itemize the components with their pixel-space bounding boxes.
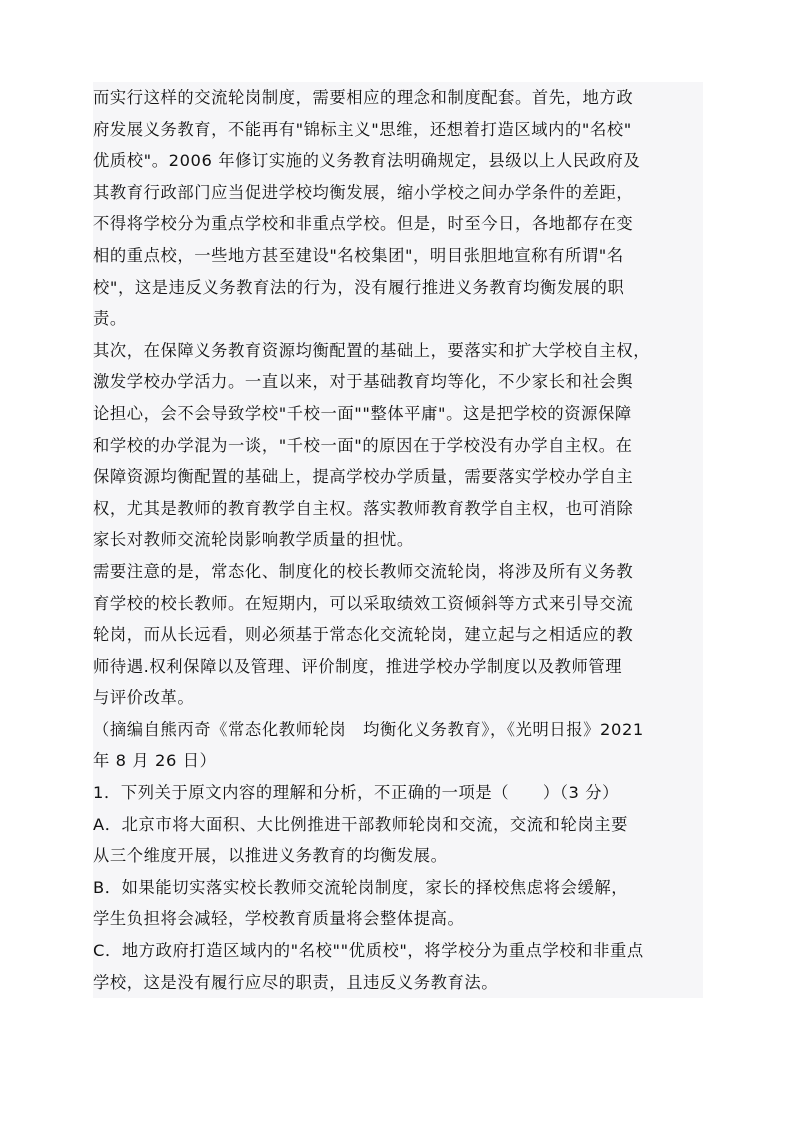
text-line: 不得将学校分为重点学校和非重点学校。但是，时至今日，各地都存在变 xyxy=(93,208,703,240)
text-line: 轮岗，而从长远看，则必须基于常态化交流轮岗，建立起与之相适应的教 xyxy=(93,619,703,651)
text-line: 家长对教师交流轮岗影响教学质量的担忧。 xyxy=(93,524,703,556)
option-b xyxy=(93,872,703,935)
text-line: 相的重点校，一些地方甚至建设"名校集团"，明目张胆地宣称有所谓"名 xyxy=(93,240,703,272)
text-line: 与评价改革。 xyxy=(93,682,703,714)
text-line: C．地方政府打造区域内的"名校""优质校"，将学校分为重点学校和非重点 xyxy=(93,935,703,967)
text-line: 需要注意的是，常态化、制度化的校长教师交流轮岗，将涉及所有义务教 xyxy=(93,556,703,588)
option-a xyxy=(93,809,703,872)
source-citation xyxy=(93,714,703,777)
text-line: 学校，这是没有履行应尽的职责，且违反义务教育法。 xyxy=(93,967,703,999)
text-line: 育学校的校长教师。在短期内，可以采取绩效工资倾斜等方式来引导交流 xyxy=(93,588,703,620)
text-line: 师待遇.权利保障以及管理、评价制度，推进学校办学制度以及教师管理 xyxy=(93,651,703,683)
text-line: 优质校"。2006 年修订实施的义务教育法明确规定，县级以上人民政府及 xyxy=(93,145,703,177)
text-line: 其教育行政部门应当促进学校均衡发展，缩小学校之间办学条件的差距， xyxy=(93,177,703,209)
text-line: 和学校的办学混为一谈，"千校一面"的原因在于学校没有办学自主权。在 xyxy=(93,430,703,462)
text-line: 论担心，会不会导致学校"千校一面""整体平庸"。这是把学校的资源保障 xyxy=(93,398,703,430)
text-line: 责。 xyxy=(93,303,703,335)
question-1 xyxy=(93,777,703,809)
paragraph-2 xyxy=(93,335,703,556)
text-line: 年 8 月 26 日） xyxy=(93,745,703,777)
text-line: 校"，这是违反义务教育法的行为，没有履行推进义务教育均衡发展的职 xyxy=(93,272,703,304)
option-c xyxy=(93,935,703,998)
text-line: 而实行这样的交流轮岗制度，需要相应的理念和制度配套。首先，地方政 xyxy=(93,82,703,114)
text-line: （摘编自熊丙奇《常态化教师轮岗 均衡化义务教育》，《光明日报》2021 xyxy=(93,714,703,746)
text-line: 府发展义务教育，不能再有"锦标主义"思维，还想着打造区域内的"名校" xyxy=(93,114,703,146)
text-line: 激发学校办学活力。一直以来，对于基础教育均等化，不少家长和社会舆 xyxy=(93,366,703,398)
text-line: B．如果能切实落实校长教师交流轮岗制度，家长的择校焦虑将会缓解， xyxy=(93,872,703,904)
document-page xyxy=(93,82,703,998)
text-line: 学生负担将会减轻，学校教育质量将会整体提高。 xyxy=(93,903,703,935)
paragraph-1 xyxy=(93,82,703,335)
text-line: 保障资源均衡配置的基础上，提高学校办学质量，需要落实学校办学自主 xyxy=(93,461,703,493)
text-line: 权，尤其是教师的教育教学自主权。落实教师教育教学自主权，也可消除 xyxy=(93,493,703,525)
paragraph-3 xyxy=(93,556,703,714)
text-line: A．北京市将大面积、大比例推进干部教师轮岗和交流，交流和轮岗主要 xyxy=(93,809,703,841)
text-line: 从三个维度开展，以推进义务教育的均衡发展。 xyxy=(93,840,703,872)
text-line: 1．下列关于原文内容的理解和分析，不正确的一项是（ ）（3 分） xyxy=(93,777,703,809)
text-line: 其次，在保障义务教育资源均衡配置的基础上，要落实和扩大学校自主权， xyxy=(93,335,703,367)
